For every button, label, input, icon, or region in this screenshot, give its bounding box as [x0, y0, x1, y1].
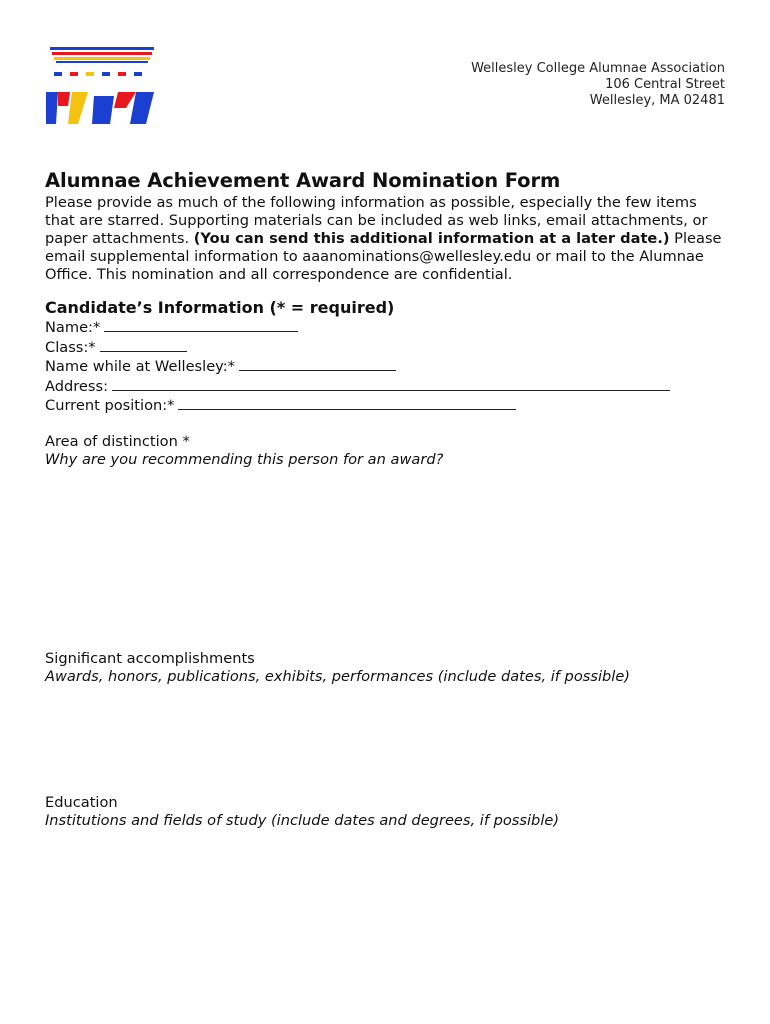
candidate-info-heading: Candidate’s Information (* = required): [45, 298, 395, 317]
organization-name: Wellesley College Alumnae Association: [471, 61, 725, 76]
address-field: [45, 377, 725, 397]
education-hint: Institutions and fields of study (include dates and degrees, if possible): [45, 811, 560, 829]
class-field-label: Class:*: [45, 338, 96, 356]
education-label: Education: [45, 793, 118, 811]
current-position-blank[interactable]: [178, 396, 516, 410]
intro-emphasis: (You can send this additional information at a later date.): [193, 230, 670, 247]
organization-address: [471, 61, 725, 109]
address-field-label: Address:: [45, 377, 109, 395]
intro-text-2: Please email supplemental information to aaanominations@wellesley.edu or mail to the Alumnae Office. This nomination and all correspondence are confidential.: [45, 230, 722, 283]
accomplishments-section: [45, 650, 725, 794]
form-content: [45, 168, 725, 830]
class-blank[interactable]: [100, 338, 187, 352]
logo-mid-letters: [54, 72, 142, 76]
logo-bottom-letters: [46, 92, 154, 124]
intro-text-1: Please provide as much of the following information as possible, especially the few items that are starred. Supporting materials can be included as web links, email attachments, or paper attachments.: [45, 194, 708, 247]
area-of-distinction-section: [45, 433, 725, 650]
address-blank[interactable]: [112, 377, 670, 391]
education-section: [45, 794, 725, 830]
current-position-field-label: Current position:*: [45, 397, 175, 414]
maiden-name-blank[interactable]: [239, 357, 396, 371]
current-position-field: [45, 396, 725, 416]
name-blank[interactable]: [104, 318, 298, 332]
class-field: [45, 338, 725, 358]
form-title: Alumnae Achievement Award Nomination Form: [45, 169, 561, 192]
maiden-name-field-label: Name while at Wellesley:*: [45, 358, 235, 375]
organization-city: Wellesley, MA 02481: [589, 93, 725, 108]
logo-graphic: [44, 44, 158, 126]
accomplishments-hint: Awards, honors, publications, exhibits, performances (include dates, if possible): [45, 667, 631, 685]
alumnae-association-logo: [44, 44, 158, 126]
logo-top-letters: [50, 47, 154, 63]
name-field: [45, 318, 725, 338]
area-of-distinction-label: Area of distinction *: [45, 432, 190, 450]
maiden-name-field: [45, 357, 725, 377]
accomplishments-label: Significant accomplishments: [45, 649, 255, 667]
form-intro: [45, 194, 725, 284]
organization-street: 106 Central Street: [605, 77, 725, 92]
name-field-label: Name:*: [45, 319, 101, 336]
area-of-distinction-hint: Why are you recommending this person for an award?: [45, 450, 444, 468]
